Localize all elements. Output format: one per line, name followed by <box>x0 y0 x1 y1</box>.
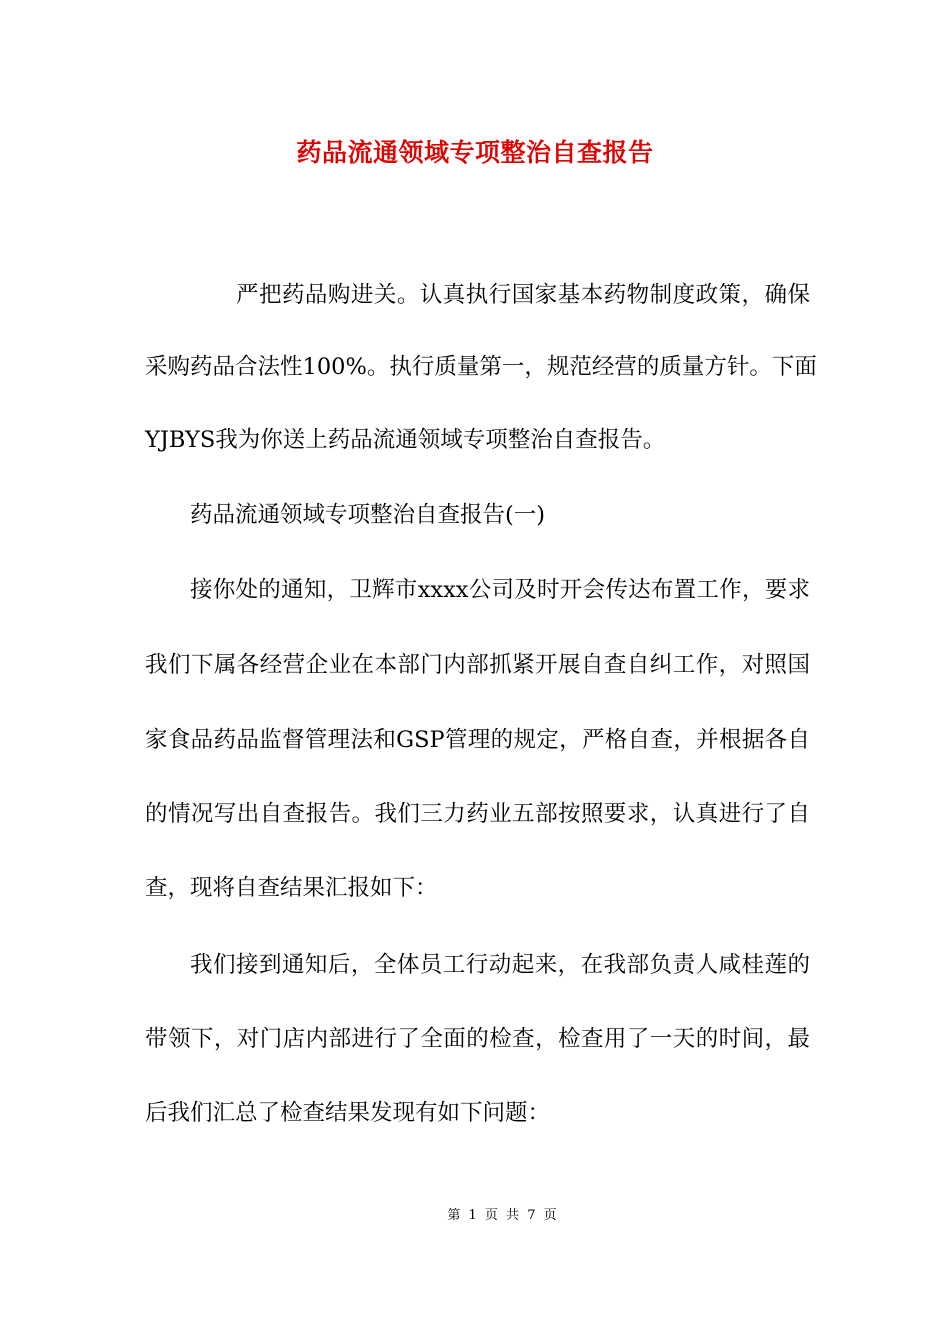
paragraph-line: 家食品药品监督管理法和GSP管理的规定，严格自查，并根据各自 <box>145 727 810 753</box>
section-heading: 药品流通领域专项整治自查报告(一) <box>190 502 546 528</box>
document-title: 药品流通领域专项整治自查报告 <box>296 138 654 167</box>
paragraph-line: 接你处的通知，卫辉市xxxx公司及时开会传达布置工作，要求 <box>190 577 810 603</box>
paragraph-line: 严把药品购进关。认真执行国家基本药物制度政策，确保 <box>236 282 810 308</box>
paragraph-line: 我们下属各经营企业在本部门内部抓紧开展自查自纠工作，对照国 <box>145 652 810 678</box>
page-number: 第 1 页 共 7 页 <box>447 1208 559 1223</box>
paragraph-line: 查，现将自查结果汇报如下： <box>145 875 438 901</box>
paragraph-line: 的情况写出自查报告。我们三力药业五部按照要求，认真进行了自 <box>145 801 810 827</box>
paragraph-line: 采购药品合法性100%。执行质量第一，规范经营的质量方针。下面 <box>145 354 817 380</box>
paragraph-line: 带领下，对门店内部进行了全面的检查，检查用了一天的时间，最 <box>145 1026 810 1052</box>
paragraph-line: 我们接到通知后，全体员工行动起来，在我部负责人咸桂莲的 <box>190 952 810 978</box>
paragraph-line: YJBYS我为你送上药品流通领域专项整治自查报告。 <box>145 427 666 453</box>
paragraph-line: 后我们汇总了检查结果发现有如下问题： <box>145 1100 551 1126</box>
